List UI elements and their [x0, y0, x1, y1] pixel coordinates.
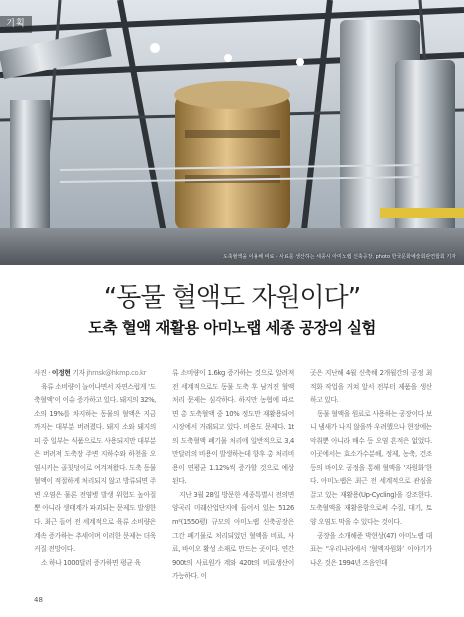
paragraph: 공장을 소개해준 박현상(47) 아미노랩 대표는 “우리나라에서 ‘혈액자원화’ 이야기가 나온 것은 1994년 즈음인데 [310, 531, 432, 567]
byline-prefix: 사진 · [34, 369, 52, 377]
page-number: 48 [34, 596, 43, 604]
paragraph: 류 소비량이 1.6kg 증가하는 것으로 알려져 전 세계적으로도 동물 도축 후 남겨진 혈액 처리 문제는 심각하다. 하지만 농협에 따르면 총 도축혈액 중 10% 정도만 재활용되어 시장에서 거래되고 있다. 비용도 문제다. 1t의 도축혈액 폐기물 처리에 일반적으로 3,4만달러의 비용이 발생하는데 향후 총 처리비용이 연평균 1.12%씩 증가할 것으로 예상된다. [172, 369, 294, 486]
paragraph: 곳은 지난해 4월 신축해 2개월간의 공정 최적화 작업을 거쳐 앞서 전부터 제품을 생산하고 있다. [310, 369, 432, 405]
byline-email: jhmsk@hkmp.co.kr [86, 369, 147, 377]
byline-reporter: 이정현 [51, 369, 71, 377]
paragraph: 지난 3월 28일 방문한 세종특별시 전의면 양곡리 미래산업단지에 들어서 있는 5126m²(1550평) 규모의 아미노랩 신축공장은 그간 폐기물로 처리되었던 혈액을 비료, 사료, 바이오 활성 소재로 만드는 곳이다. 연간 900t의 사료원가 계와 420t의 비료생산이 가능하다. 이 [172, 490, 294, 581]
section-label: 기획 [0, 16, 32, 33]
article-body [34, 367, 432, 602]
factory-interior-illustration [0, 0, 464, 265]
byline-suffix: 기자 [70, 369, 87, 377]
headline-subtitle: 도축 혈액 재활용 아미노랩 세종 공장의 실험 [88, 319, 376, 337]
paragraph: 동물 혈액을 원료로 사용하는 공장이다 보니 냄새가 나지 않을까 우려했으나 현장에는 악취뿐 아니라 배수 등 오염 흔적은 없었다. 이곳에서는 효소가수분해, 정제, 농축, 건조 등의 바이오 공정을 통해 혈액을 ‘자원화’한다. 아미노랩은 최근 전 세계적으로 관심을 끌고 있는 재활용(Up-Cycling)을 강조한다. 도축혈액을 재활용함으로써 수질, 대기, 토양 오염도 막을 수 있다는 것이다. [310, 409, 432, 527]
factory-photo [0, 0, 464, 265]
paragraph: 육류 소비량이 늘어나면서 자연스럽게 ‘도축혈액’이 이슈 증가하고 있다. 돼지의 32%, 소의 19%를 차지하는 동물의 혈액은 지금까지는 대부분 버려졌다. 돼지 소와 돼지의 피 중 일부는 식품으로도 사용되지만 대부분은 버려져 도축장 주변 지하수와 하천을 오염시키는 골칫덩이로 여겨져왔다. 도축 동물 혈액이 적절하게 처리되지 않고 방류되면 주변 오염은 물론 전염병 발생 위험도 높아질 뿐 아니라 생태계가 파괴되는 문제도 발생한다. 최근 들어 전 세계적으로 육류 소비량은 계속 증가하는 추세이며 이러한 문제는 더욱 커질 전망이다. [34, 382, 156, 554]
article-column-1 [34, 367, 156, 602]
article-column-2 [172, 367, 294, 602]
byline [34, 367, 156, 381]
photo-caption: 도축혈액을 이용해 비료 · 사료를 생산하는 세종시 아미노랩 신축공장. photo 한국문화예술회관연합회 기자 [222, 254, 456, 260]
paragraph: 소 하나 1000달러 증가하면 평균 육 [41, 558, 141, 567]
headline-quote: “동물 혈액도 자원이다” [103, 283, 361, 313]
article-column-3 [310, 367, 432, 602]
